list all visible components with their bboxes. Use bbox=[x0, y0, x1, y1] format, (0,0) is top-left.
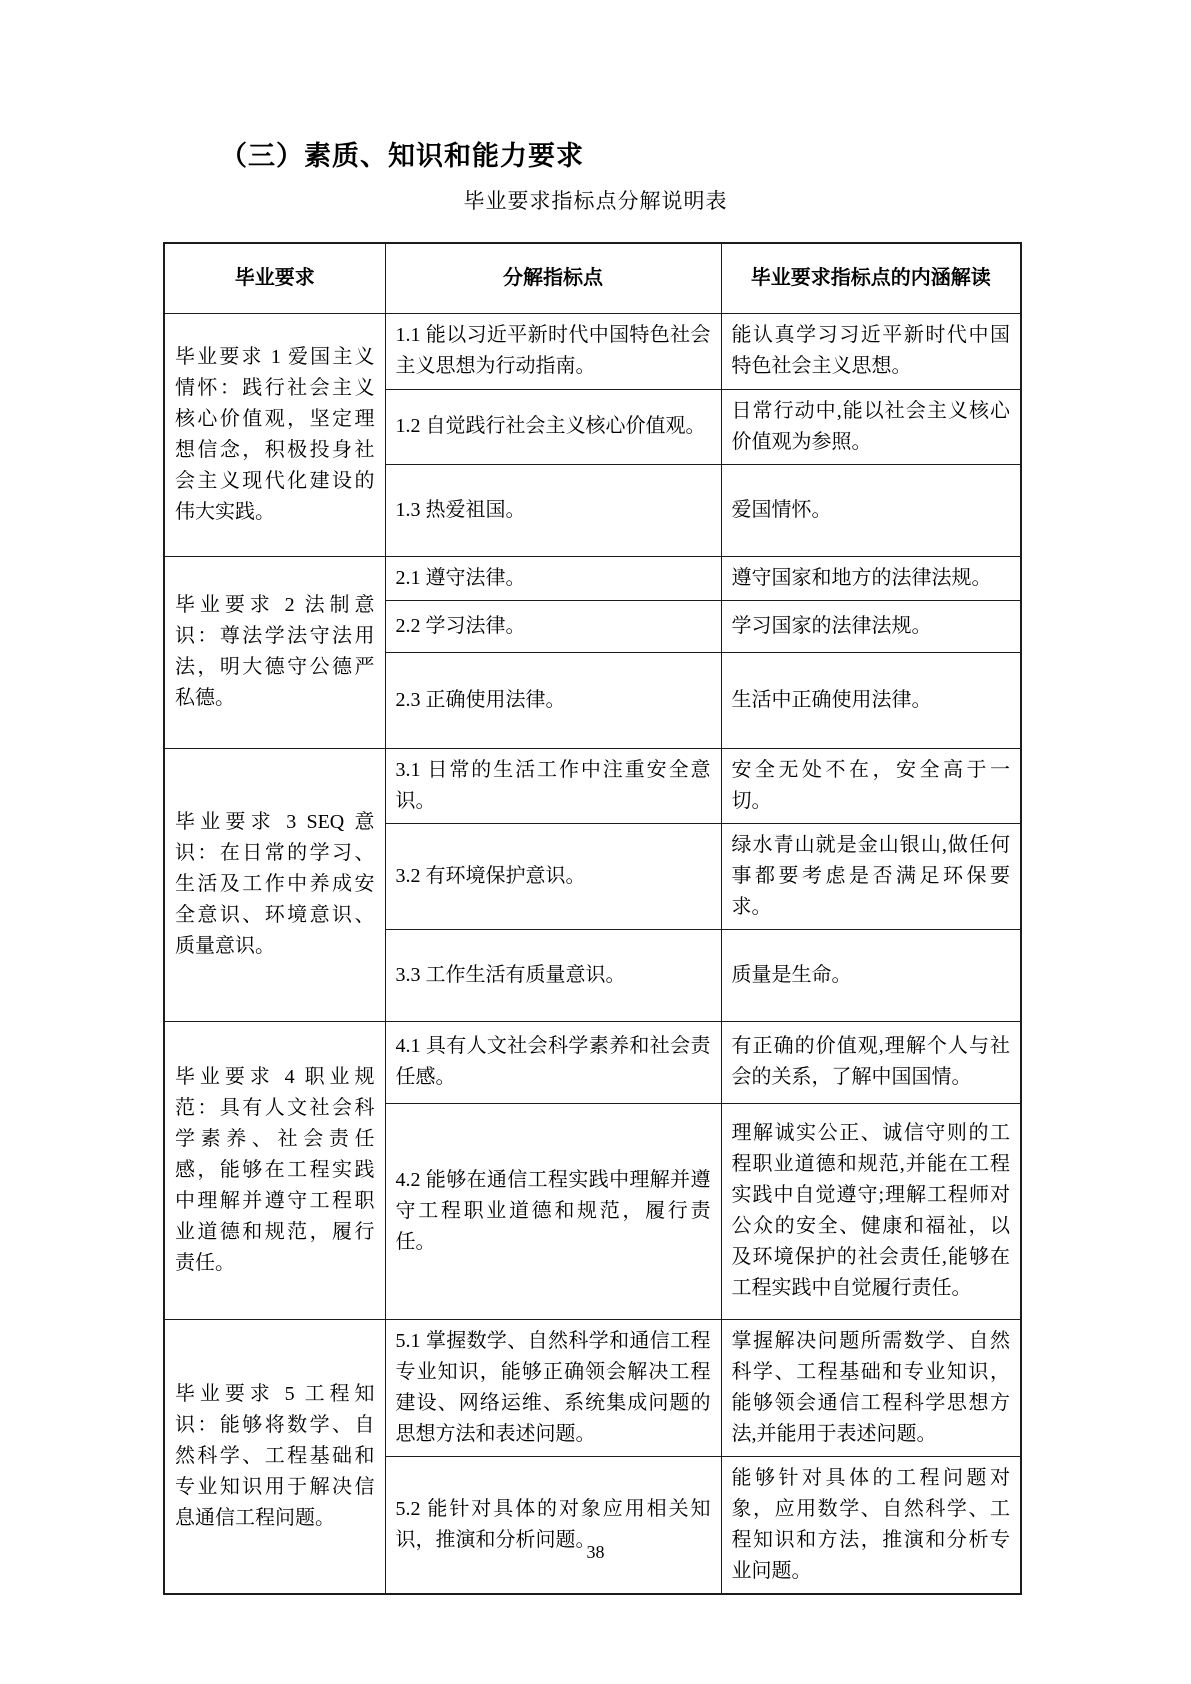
table-header-row bbox=[164, 243, 1021, 313]
indicator-2-3-cell: 2.3 正确使用法律。 bbox=[385, 652, 721, 748]
table-caption: 毕业要求指标点分解说明表 bbox=[463, 189, 728, 213]
requirement-3-cell: 毕业要求 3 SEQ 意识：在日常的学习、生活及工作中养成安全意识、环境意识、质量意识。 bbox=[164, 748, 385, 1021]
requirement-1-cell: 毕业要求 1 爱国主义情怀：践行社会主义核心价值观，坚定理想信念，积极投身社会主义现代化建设的伟大实践。 bbox=[164, 313, 385, 556]
interpretation-2-1-cell: 遵守国家和地方的法律法规。 bbox=[721, 556, 1021, 600]
table-row bbox=[164, 1319, 1021, 1456]
indicator-1-1-cell: 1.1 能以习近平新时代中国特色社会主义思想为行动指南。 bbox=[385, 313, 721, 389]
interpretation-2-3-cell: 生活中正确使用法律。 bbox=[721, 652, 1021, 748]
indicator-3-1-cell: 3.1 日常的生活工作中注重安全意识。 bbox=[385, 748, 721, 823]
indicator-3-3-cell: 3.3 工作生活有质量意识。 bbox=[385, 929, 721, 1021]
table-row bbox=[164, 1021, 1021, 1103]
requirement-4-cell: 毕业要求 4 职业规范：具有人文社会科学素养、社会责任感，能够在工程实践中理解并遵守工程职业道德和规范，履行责任。 bbox=[164, 1021, 385, 1319]
interpretation-3-2-cell: 绿水青山就是金山银山,做任何事都要考虑是否满足环保要求。 bbox=[721, 823, 1021, 929]
indicator-4-1-cell: 4.1 具有人文社会科学素养和社会责任感。 bbox=[385, 1021, 721, 1103]
indicator-2-2-cell: 2.2 学习法律。 bbox=[385, 600, 721, 652]
table-row bbox=[164, 556, 1021, 600]
interpretation-3-3-cell: 质量是生命。 bbox=[721, 929, 1021, 1021]
indicator-1-3-cell: 1.3 热爱祖国。 bbox=[385, 464, 721, 556]
interpretation-3-1-cell: 安全无处不在，安全高于一切。 bbox=[721, 748, 1021, 823]
interpretation-5-2-cell: 能够针对具体的工程问题对象，应用数学、自然科学、工程知识和方法，推演和分析专业问题。 bbox=[721, 1456, 1021, 1594]
interpretation-4-1-cell: 有正确的价值观,理解个人与社会的关系，了解中国国情。 bbox=[721, 1021, 1021, 1103]
interpretation-1-3-cell: 爱国情怀。 bbox=[721, 464, 1021, 556]
interpretation-1-1-cell: 能认真学习习近平新时代中国特色社会主义思想。 bbox=[721, 313, 1021, 389]
requirement-2-cell: 毕业要求 2 法制意识：尊法学法守法用法，明大德守公德严私德。 bbox=[164, 556, 385, 748]
requirement-5-cell: 毕业要求 5 工程知识：能够将数学、自然科学、工程基础和专业知识用于解决信息通信工程问题。 bbox=[164, 1319, 385, 1594]
indicator-5-2-cell: 5.2 能针对具体的对象应用相关知识，推演和分析问题。 bbox=[385, 1456, 721, 1594]
table-row bbox=[164, 313, 1021, 389]
header-interpretation: 毕业要求指标点的内涵解读 bbox=[721, 243, 1021, 313]
table-row bbox=[164, 748, 1021, 823]
graduation-requirements-table bbox=[163, 242, 1022, 1595]
interpretation-1-2-cell: 日常行动中,能以社会主义核心价值观为参照。 bbox=[721, 389, 1021, 464]
page-number: 38 bbox=[586, 1542, 605, 1562]
section-title: （三）素质、知识和能力要求 bbox=[220, 141, 584, 171]
header-requirement: 毕业要求 bbox=[164, 243, 385, 313]
header-indicator: 分解指标点 bbox=[385, 243, 721, 313]
interpretation-4-2-cell: 理解诚实公正、诚信守则的工程职业道德和规范,并能在工程实践中自觉遵守;理解工程师对公众的安全、健康和福祉，以及环境保护的社会责任,能够在工程实践中自觉履行责任。 bbox=[721, 1103, 1021, 1319]
interpretation-5-1-cell: 掌握解决问题所需数学、自然科学、工程基础和专业知识，能够领会通信工程科学思想方法,并能用于表述问题。 bbox=[721, 1319, 1021, 1456]
indicator-3-2-cell: 3.2 有环境保护意识。 bbox=[385, 823, 721, 929]
indicator-2-1-cell: 2.1 遵守法律。 bbox=[385, 556, 721, 600]
indicator-4-2-cell: 4.2 能够在通信工程实践中理解并遵守工程职业道德和规范，履行责任。 bbox=[385, 1103, 721, 1319]
interpretation-2-2-cell: 学习国家的法律法规。 bbox=[721, 600, 1021, 652]
indicator-5-1-cell: 5.1 掌握数学、自然科学和通信工程专业知识，能够正确领会解决工程建设、网络运维、系统集成问题的思想方法和表述问题。 bbox=[385, 1319, 721, 1456]
indicator-1-2-cell: 1.2 自觉践行社会主义核心价值观。 bbox=[385, 389, 721, 464]
